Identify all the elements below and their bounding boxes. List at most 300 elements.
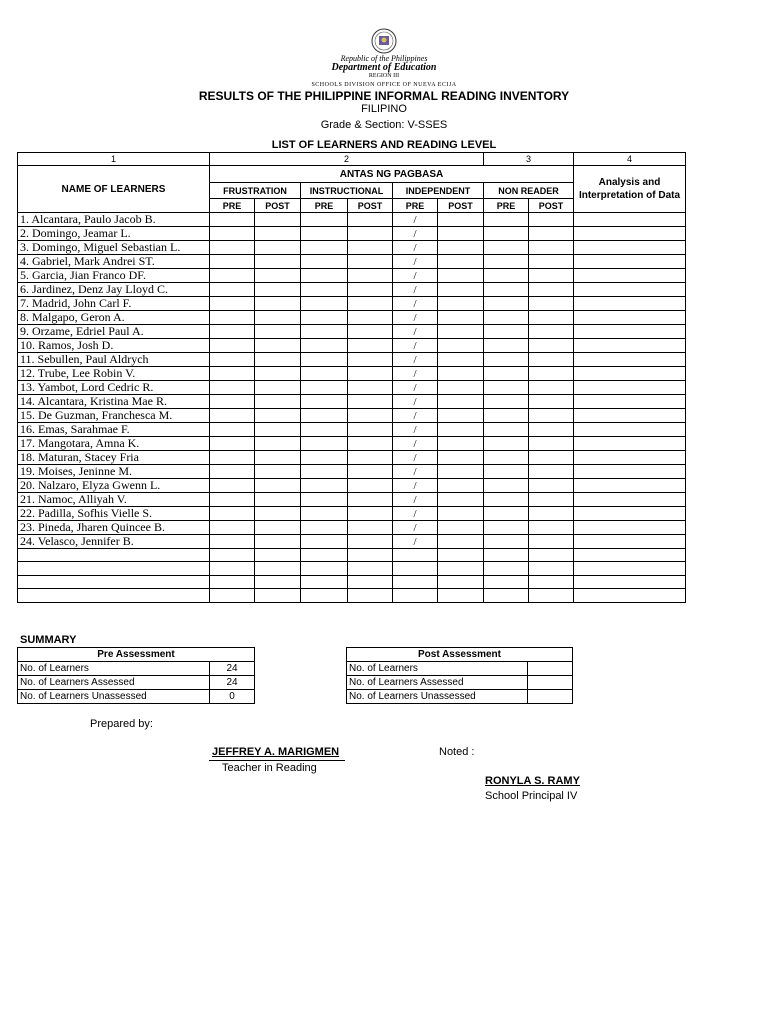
blank-row xyxy=(18,549,686,562)
cell-non-reader-pre xyxy=(484,381,529,395)
cell-instructional-post xyxy=(348,493,393,507)
name-header: NAME OF LEARNERS xyxy=(18,166,210,213)
learner-row xyxy=(18,269,686,283)
cell-instructional-post xyxy=(348,562,393,575)
learner-name: 8. Malgapo, Geron A. xyxy=(18,311,210,325)
cell-instructional-post xyxy=(348,479,393,493)
cell-frustration-post xyxy=(255,549,301,562)
cell-frustration-post xyxy=(255,325,301,339)
post-unassessed-value xyxy=(528,690,573,704)
blank-row xyxy=(18,589,686,602)
cell-instructional-post xyxy=(348,575,393,588)
cell-non-reader-pre xyxy=(484,283,529,297)
cell-independent-post xyxy=(438,465,484,479)
list-title: LIST OF LEARNERS AND READING LEVEL xyxy=(271,139,497,151)
cell-non-reader-post xyxy=(529,451,574,465)
cell-instructional-pre xyxy=(301,241,348,255)
learner-row xyxy=(18,381,686,395)
cell-analysis xyxy=(574,395,686,409)
antas-header: ANTAS NG PAGBASA xyxy=(210,166,574,183)
cell-frustration-pre xyxy=(210,353,255,367)
post-learners-value xyxy=(528,662,573,676)
post-assessment-table xyxy=(346,647,573,704)
learner-row xyxy=(18,507,686,521)
principal-name: RONYLA S. RAMY xyxy=(485,775,580,787)
cell-frustration-pre xyxy=(210,479,255,493)
cell-non-reader-pre xyxy=(484,325,529,339)
learner-row xyxy=(18,395,686,409)
cell-analysis xyxy=(574,451,686,465)
cell-independent-post xyxy=(438,311,484,325)
frustration-post: POST xyxy=(255,199,301,213)
cell-non-reader-post xyxy=(529,395,574,409)
cell-frustration-pre xyxy=(210,535,255,549)
cell-independent-pre: / xyxy=(393,255,438,269)
cell-independent-post xyxy=(438,575,484,588)
cell-independent-pre: / xyxy=(393,367,438,381)
learner-row xyxy=(18,409,686,423)
cell-instructional-pre xyxy=(301,575,348,588)
cell-non-reader-pre xyxy=(484,549,529,562)
cell-analysis xyxy=(574,297,686,311)
cell-frustration-post xyxy=(255,535,301,549)
cell-analysis xyxy=(574,465,686,479)
cell-instructional-post xyxy=(348,213,393,227)
cell-non-reader-pre xyxy=(484,465,529,479)
cell-instructional-post xyxy=(348,507,393,521)
learner-name xyxy=(18,549,210,562)
pre-assessment-table xyxy=(17,647,255,704)
cell-non-reader-pre xyxy=(484,269,529,283)
cell-independent-post xyxy=(438,493,484,507)
cell-instructional-post xyxy=(348,381,393,395)
cell-independent-pre: / xyxy=(393,437,438,451)
pre-unassessed-label: No. of Learners Unassessed xyxy=(18,690,210,704)
cell-frustration-pre xyxy=(210,367,255,381)
cell-non-reader-post xyxy=(529,227,574,241)
cell-independent-pre: / xyxy=(393,227,438,241)
cell-non-reader-pre xyxy=(484,353,529,367)
cell-independent-post xyxy=(438,521,484,535)
cell-analysis xyxy=(574,562,686,575)
cell-instructional-post xyxy=(348,437,393,451)
cell-non-reader-pre xyxy=(484,339,529,353)
cell-independent-post xyxy=(438,479,484,493)
cell-non-reader-post xyxy=(529,353,574,367)
instructional-pre: PRE xyxy=(301,199,348,213)
cell-instructional-pre xyxy=(301,213,348,227)
cell-independent-post xyxy=(438,227,484,241)
cell-frustration-pre xyxy=(210,311,255,325)
cell-frustration-pre xyxy=(210,562,255,575)
learner-name: 11. Sebullen, Paul Aldrych xyxy=(18,353,210,367)
pre-assessed-value: 24 xyxy=(210,676,255,690)
cell-independent-pre: / xyxy=(393,395,438,409)
learner-row xyxy=(18,451,686,465)
cell-frustration-post xyxy=(255,297,301,311)
cell-instructional-pre xyxy=(301,395,348,409)
cell-independent-pre: / xyxy=(393,325,438,339)
teacher-name: JEFFREY A. MARIGMEN xyxy=(212,746,340,758)
teacher-signature-line xyxy=(209,760,345,761)
cell-instructional-pre xyxy=(301,297,348,311)
cell-independent-post xyxy=(438,353,484,367)
cell-instructional-pre xyxy=(301,479,348,493)
cell-frustration-post xyxy=(255,311,301,325)
learner-row xyxy=(18,325,686,339)
cell-analysis xyxy=(574,311,686,325)
analysis-header: Analysis and Interpretation of Data xyxy=(574,166,686,213)
cell-frustration-pre xyxy=(210,255,255,269)
cell-frustration-post xyxy=(255,493,301,507)
cell-independent-post xyxy=(438,325,484,339)
cell-non-reader-post xyxy=(529,297,574,311)
cell-instructional-pre xyxy=(301,283,348,297)
instructional-post: POST xyxy=(348,199,393,213)
cell-frustration-pre xyxy=(210,325,255,339)
cell-frustration-post xyxy=(255,213,301,227)
post-assessment-header: Post Assessment xyxy=(347,648,573,662)
learner-name: 17. Mangotara, Amna K. xyxy=(18,437,210,451)
learner-name: 14. Alcantara, Kristina Mae R. xyxy=(18,395,210,409)
learner-name: 20. Nalzaro, Elyza Gwenn L. xyxy=(18,479,210,493)
cell-instructional-post xyxy=(348,227,393,241)
cell-non-reader-pre xyxy=(484,227,529,241)
col-number-2: 2 xyxy=(210,153,484,166)
cell-frustration-post xyxy=(255,283,301,297)
cell-frustration-post xyxy=(255,241,301,255)
cell-analysis xyxy=(574,213,686,227)
level-frustration: FRUSTRATION xyxy=(210,183,301,199)
cell-independent-post xyxy=(438,507,484,521)
cell-non-reader-post xyxy=(529,213,574,227)
cell-analysis xyxy=(574,353,686,367)
cell-independent-pre: / xyxy=(393,311,438,325)
cell-analysis xyxy=(574,535,686,549)
cell-frustration-pre xyxy=(210,589,255,602)
pre-learners-label: No. of Learners xyxy=(18,662,210,676)
cell-instructional-post xyxy=(348,283,393,297)
cell-non-reader-post xyxy=(529,521,574,535)
cell-frustration-post xyxy=(255,269,301,283)
cell-analysis xyxy=(574,381,686,395)
cell-frustration-pre xyxy=(210,423,255,437)
cell-instructional-post xyxy=(348,409,393,423)
cell-independent-post xyxy=(438,589,484,602)
principal-role: School Principal IV xyxy=(485,790,578,802)
cell-frustration-pre xyxy=(210,507,255,521)
cell-frustration-pre xyxy=(210,339,255,353)
learner-row xyxy=(18,227,686,241)
cell-instructional-post xyxy=(348,521,393,535)
cell-non-reader-pre xyxy=(484,423,529,437)
cell-non-reader-pre xyxy=(484,255,529,269)
learner-row xyxy=(18,283,686,297)
cell-non-reader-pre xyxy=(484,213,529,227)
cell-independent-pre: / xyxy=(393,465,438,479)
cell-instructional-pre xyxy=(301,227,348,241)
cell-analysis xyxy=(574,241,686,255)
cell-non-reader-pre xyxy=(484,507,529,521)
cell-non-reader-post xyxy=(529,575,574,588)
cell-frustration-pre xyxy=(210,409,255,423)
cell-analysis xyxy=(574,325,686,339)
cell-instructional-post xyxy=(348,255,393,269)
pre-learners-value: 24 xyxy=(210,662,255,676)
cell-independent-pre: / xyxy=(393,479,438,493)
cell-frustration-pre xyxy=(210,297,255,311)
cell-instructional-post xyxy=(348,395,393,409)
learner-name xyxy=(18,562,210,575)
deped-seal-icon xyxy=(362,28,406,54)
cell-frustration-pre xyxy=(210,283,255,297)
learner-name: 23. Pineda, Jharen Quincee B. xyxy=(18,521,210,535)
cell-non-reader-post xyxy=(529,493,574,507)
cell-non-reader-pre xyxy=(484,367,529,381)
cell-non-reader-pre xyxy=(484,589,529,602)
cell-non-reader-pre xyxy=(484,562,529,575)
learner-name: 13. Yambot, Lord Cedric R. xyxy=(18,381,210,395)
cell-analysis xyxy=(574,507,686,521)
cell-instructional-post xyxy=(348,589,393,602)
cell-frustration-pre xyxy=(210,241,255,255)
learner-name: 24. Velasco, Jennifer B. xyxy=(18,535,210,549)
letterhead-division: SCHOOLS DIVISION OFFICE OF NUEVA ECIJA xyxy=(311,82,457,88)
cell-independent-pre xyxy=(393,575,438,588)
cell-instructional-pre xyxy=(301,423,348,437)
cell-independent-pre xyxy=(393,589,438,602)
cell-non-reader-post xyxy=(529,381,574,395)
cell-independent-post xyxy=(438,381,484,395)
cell-instructional-post xyxy=(348,339,393,353)
cell-instructional-pre xyxy=(301,535,348,549)
cell-analysis xyxy=(574,575,686,588)
cell-non-reader-pre xyxy=(484,395,529,409)
cell-non-reader-pre xyxy=(484,409,529,423)
cell-non-reader-pre xyxy=(484,575,529,588)
learner-name: 15. De Guzman, Franchesca M. xyxy=(18,409,210,423)
cell-instructional-post xyxy=(348,549,393,562)
learner-name xyxy=(18,589,210,602)
cell-instructional-pre xyxy=(301,521,348,535)
cell-independent-post xyxy=(438,241,484,255)
cell-independent-pre: / xyxy=(393,241,438,255)
cell-independent-pre: / xyxy=(393,213,438,227)
cell-independent-post xyxy=(438,339,484,353)
pre-unassessed-value: 0 xyxy=(210,690,255,704)
cell-non-reader-post xyxy=(529,283,574,297)
non-reader-post: POST xyxy=(529,199,574,213)
cell-non-reader-post xyxy=(529,507,574,521)
cell-frustration-post xyxy=(255,367,301,381)
cell-frustration-pre xyxy=(210,465,255,479)
cell-frustration-post xyxy=(255,409,301,423)
frustration-pre: PRE xyxy=(210,199,255,213)
learner-name: 9. Orzame, Edriel Paul A. xyxy=(18,325,210,339)
cell-frustration-post xyxy=(255,339,301,353)
cell-instructional-post xyxy=(348,297,393,311)
letterhead xyxy=(0,28,768,90)
level-independent: INDEPENDENT xyxy=(393,183,484,199)
letterhead-region: REGION III xyxy=(368,73,400,79)
learner-name: 16. Emas, Sarahmae F. xyxy=(18,423,210,437)
cell-independent-pre: / xyxy=(393,451,438,465)
noted-label: Noted : xyxy=(439,746,475,758)
cell-analysis xyxy=(574,589,686,602)
cell-independent-post xyxy=(438,367,484,381)
cell-frustration-pre xyxy=(210,395,255,409)
cell-frustration-pre xyxy=(210,381,255,395)
learner-name: 7. Madrid, John Carl F. xyxy=(18,297,210,311)
cell-non-reader-post xyxy=(529,339,574,353)
report-subject: FILIPINO xyxy=(361,103,407,115)
learner-row xyxy=(18,521,686,535)
independent-post: POST xyxy=(438,199,484,213)
cell-independent-pre: / xyxy=(393,493,438,507)
cell-independent-pre: / xyxy=(393,521,438,535)
post-assessed-value xyxy=(528,676,573,690)
cell-independent-pre: / xyxy=(393,269,438,283)
letterhead-department: Department of Education xyxy=(331,62,437,73)
cell-analysis xyxy=(574,423,686,437)
cell-instructional-pre xyxy=(301,562,348,575)
learner-name: 6. Jardinez, Denz Jay Lloyd C. xyxy=(18,283,210,297)
cell-instructional-pre xyxy=(301,493,348,507)
blank-row xyxy=(18,575,686,588)
cell-non-reader-post xyxy=(529,479,574,493)
cell-independent-post xyxy=(438,395,484,409)
cell-frustration-post xyxy=(255,395,301,409)
cell-independent-pre: / xyxy=(393,283,438,297)
cell-non-reader-pre xyxy=(484,479,529,493)
cell-independent-pre xyxy=(393,549,438,562)
cell-analysis xyxy=(574,479,686,493)
learner-row xyxy=(18,535,686,549)
cell-analysis xyxy=(574,549,686,562)
cell-instructional-post xyxy=(348,269,393,283)
learner-row xyxy=(18,493,686,507)
cell-analysis xyxy=(574,227,686,241)
summary-title: SUMMARY xyxy=(20,634,77,646)
learner-name: 2. Domingo, Jeamar L. xyxy=(18,227,210,241)
learner-name: 4. Gabriel, Mark Andrei ST. xyxy=(18,255,210,269)
cell-frustration-post xyxy=(255,479,301,493)
cell-non-reader-pre xyxy=(484,535,529,549)
cell-analysis xyxy=(574,283,686,297)
learner-name: 5. Garcia, Jian Franco DF. xyxy=(18,269,210,283)
cell-instructional-pre xyxy=(301,325,348,339)
learner-row xyxy=(18,367,686,381)
cell-frustration-pre xyxy=(210,493,255,507)
cell-independent-post xyxy=(438,437,484,451)
cell-instructional-post xyxy=(348,241,393,255)
cell-frustration-post xyxy=(255,437,301,451)
learner-row xyxy=(18,465,686,479)
grade-section: Grade & Section: V-SSES xyxy=(320,119,448,131)
cell-analysis xyxy=(574,493,686,507)
cell-frustration-pre xyxy=(210,549,255,562)
cell-instructional-pre xyxy=(301,437,348,451)
cell-non-reader-pre xyxy=(484,521,529,535)
cell-non-reader-post xyxy=(529,241,574,255)
cell-instructional-post xyxy=(348,423,393,437)
cell-independent-post xyxy=(438,423,484,437)
learner-name: 19. Moises, Jeninne M. xyxy=(18,465,210,479)
level-instructional: INSTRUCTIONAL xyxy=(301,183,393,199)
cell-frustration-pre xyxy=(210,451,255,465)
cell-analysis xyxy=(574,521,686,535)
cell-instructional-pre xyxy=(301,255,348,269)
cell-non-reader-pre xyxy=(484,451,529,465)
cell-frustration-pre xyxy=(210,575,255,588)
learner-name: 22. Padilla, Sofhis Vielle S. xyxy=(18,507,210,521)
cell-independent-pre: / xyxy=(393,297,438,311)
cell-instructional-pre xyxy=(301,507,348,521)
cell-instructional-post xyxy=(348,311,393,325)
cell-independent-post xyxy=(438,562,484,575)
cell-non-reader-pre xyxy=(484,493,529,507)
cell-frustration-post xyxy=(255,521,301,535)
cell-independent-pre: / xyxy=(393,423,438,437)
cell-analysis xyxy=(574,255,686,269)
cell-instructional-pre xyxy=(301,339,348,353)
cell-independent-pre: / xyxy=(393,409,438,423)
cell-non-reader-pre xyxy=(484,311,529,325)
learner-row xyxy=(18,437,686,451)
learner-name: 21. Namoc, Alliyah V. xyxy=(18,493,210,507)
learner-row xyxy=(18,255,686,269)
cell-non-reader-post xyxy=(529,423,574,437)
level-non-reader: NON READER xyxy=(484,183,574,199)
cell-non-reader-post xyxy=(529,589,574,602)
learner-name: 10. Ramos, Josh D. xyxy=(18,339,210,353)
cell-instructional-pre xyxy=(301,381,348,395)
cell-frustration-pre xyxy=(210,213,255,227)
cell-instructional-pre xyxy=(301,465,348,479)
learner-row xyxy=(18,353,686,367)
cell-frustration-post xyxy=(255,381,301,395)
cell-frustration-post xyxy=(255,465,301,479)
cell-non-reader-post xyxy=(529,311,574,325)
col-number-1: 1 xyxy=(18,153,210,166)
learner-name: 12. Trube, Lee Robin V. xyxy=(18,367,210,381)
cell-non-reader-post xyxy=(529,437,574,451)
cell-analysis xyxy=(574,367,686,381)
cell-independent-post xyxy=(438,297,484,311)
pre-assessed-label: No. of Learners Assessed xyxy=(18,676,210,690)
cell-independent-post xyxy=(438,255,484,269)
cell-independent-post xyxy=(438,213,484,227)
cell-independent-pre: / xyxy=(393,381,438,395)
cell-frustration-post xyxy=(255,507,301,521)
cell-instructional-post xyxy=(348,325,393,339)
learner-row xyxy=(18,339,686,353)
cell-frustration-pre xyxy=(210,521,255,535)
cell-non-reader-post xyxy=(529,465,574,479)
cell-frustration-post xyxy=(255,423,301,437)
cell-instructional-pre xyxy=(301,589,348,602)
cell-independent-post xyxy=(438,535,484,549)
learner-row xyxy=(18,213,686,227)
learner-name: 3. Domingo, Miguel Sebastian L. xyxy=(18,241,210,255)
cell-independent-post xyxy=(438,283,484,297)
non-reader-pre: PRE xyxy=(484,199,529,213)
cell-independent-post xyxy=(438,409,484,423)
report-title: RESULTS OF THE PHILIPPINE INFORMAL READING INVENTORY xyxy=(198,89,570,103)
cell-independent-post xyxy=(438,549,484,562)
cell-instructional-pre xyxy=(301,409,348,423)
reading-level-table xyxy=(17,152,686,603)
